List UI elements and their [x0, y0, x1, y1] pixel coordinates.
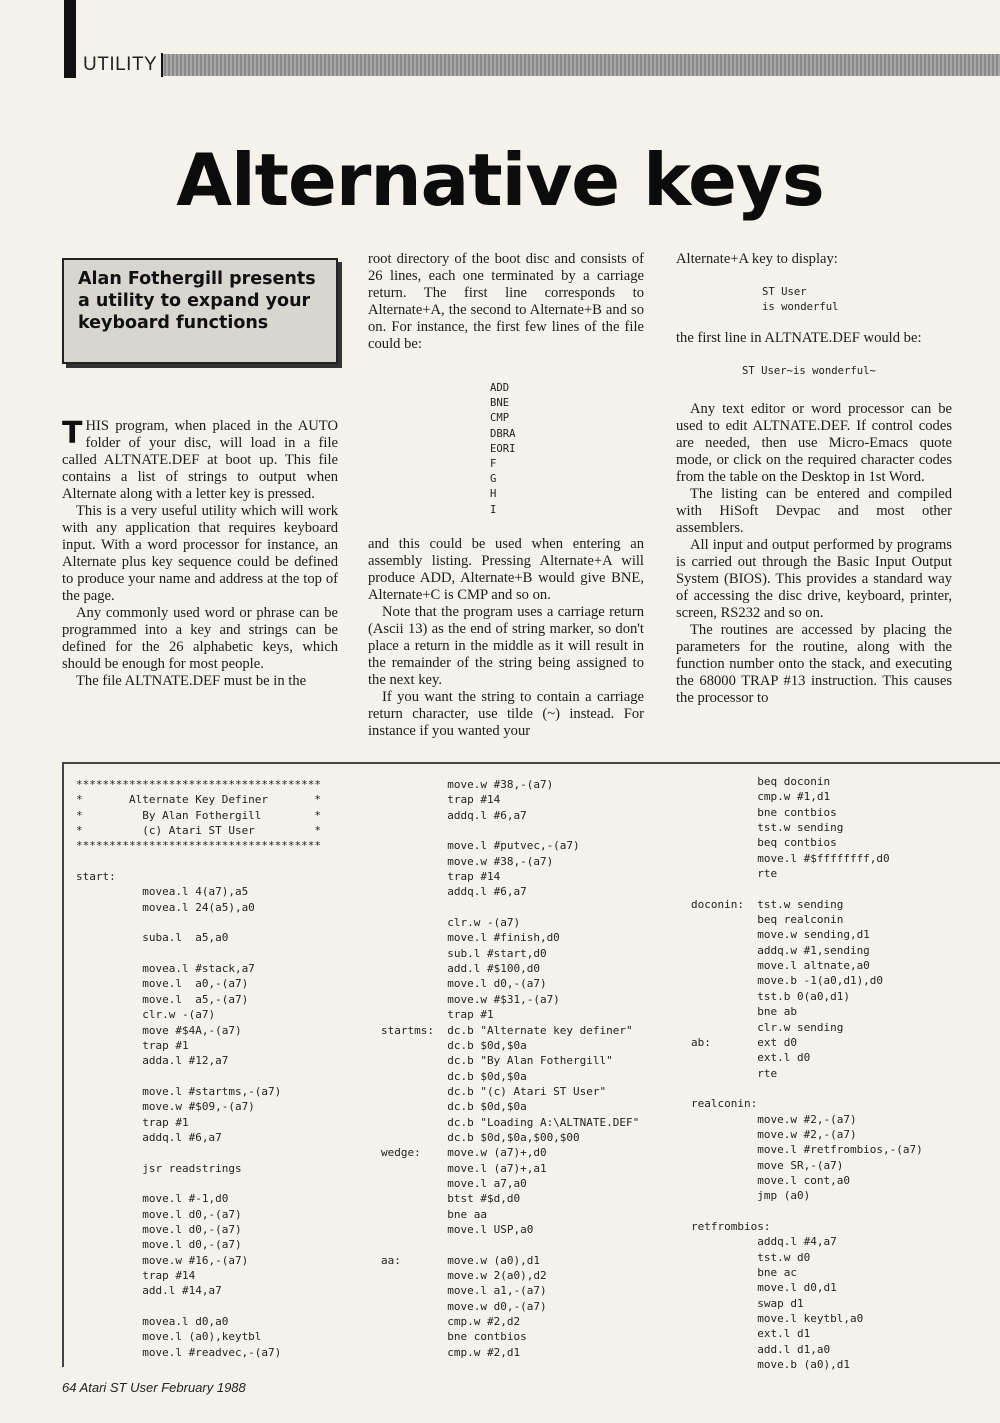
col2-paragraph-1: root directory of the boot disc and consists of 26 lines, each one terminated by a carriage return. The first line corresponds to Alternate+A, the second to Alternate+B and so on. For instance, the first few lines of the file could be:: [368, 251, 644, 352]
page-footer: 64 Atari ST User February 1988: [62, 1380, 246, 1395]
col1-paragraph-1: HIS program, when placed in the AUTO folder of your disc, will load in a file called ALTNATE.DEF at boot up. This file contains a list of strings to output when Alternate along with a letter key is pressed.: [62, 418, 338, 502]
col3-paragraph-6: The routines are accessed by placing the parameters for the routine, along with the function number onto the stack, and executing the 68000 TRAP #13 instruction. This causes the processor to: [676, 622, 952, 706]
body-column-1: [62, 418, 338, 690]
example-file-code: ADD BNE CMP DBRA EORI F G H I: [490, 382, 516, 516]
section-header-bar: [80, 54, 1000, 76]
col3-paragraph-3: Any text editor or word processor can be used to edit ALTNATE.DEF. If control codes are needed, then use Micro-Emacs quote mode, or click on the required character codes from the table on the Desktop in 1st Word.: [676, 401, 952, 485]
col3-paragraph-5: All input and output performed by programs is carried out through the Basic Input Output System (BIOS). This provides a standard way of accessing the disc drive, keyboard, printer, screen, RS232 and so on.: [676, 537, 952, 621]
altnate-line-code: ST User~is wonderful~: [742, 365, 876, 377]
drop-cap: T: [62, 416, 83, 451]
col2-paragraph-3: Note that the program uses a carriage return (Ascii 13) as the end of string marker, so don't place a return in the middle as it will result in the remainder of the string being assigned to the next key.: [368, 604, 644, 688]
body-column-2: [368, 251, 644, 353]
col1-paragraph-4: The file ALTNATE.DEF must be in the: [76, 673, 307, 689]
col3-paragraph-2: the first line in ALTNATE.DEF would be:: [676, 330, 922, 346]
section-label: UTILITY: [80, 53, 161, 77]
col3-paragraph-1: Alternate+A key to display:: [676, 251, 838, 267]
listing-column-2: move.w #38,-(a7) trap #14 addq.l #6,a7 move.l #putvec,-(a7) move.w #38,-(a7) trap #14 addq.l #6,a7 clr.w -(a7) move.l #finish,d0 sub.l #start,d0 add.l #$100,d0 move.l d0,-(a7) move.w #$31,-(a7) trap #1 startms: dc.b "Alternate key definer" dc.b $0d,$0a dc.b "By Alan Fothergill" dc.b $0d,$0a dc.b "(c) Atari ST User" dc.b $0d,$0a dc.b "Loading A:\ALTNATE.DEF" dc.b $0d,$0a,$00,$00 wedge: move.w (a7)+,d0 move.l (a7)+,a1 move.l a7,a0 btst #$d,d0 bne aa move.l USP,a0 aa: move.w (a0),d1 move.w 2(a0),d2 move.l a1,-(a7) move.w d0,-(a7) cmp.w #2,d2 bne contbios cmp.w #2,d1: [381, 778, 640, 1359]
body-column-3-mid: [676, 330, 952, 347]
display-example-code: ST User is wonderful: [762, 286, 839, 314]
col2-paragraph-4: If you want the string to contain a carriage return character, use tilde (~) instead. For instance if you wanted your: [368, 689, 644, 739]
body-column-3-lower: [676, 401, 952, 707]
col1-paragraph-2: This is a very useful utility which will work with any application that requires keyboard input. With a word processor for instance, an Alternate plus key sequence could be defined to produce your name and address at the top of the page.: [62, 503, 338, 604]
standfirst-text: Alan Fothergill presents a utility to expand your keyboard functions: [78, 269, 316, 333]
section-marker-bar: [64, 0, 76, 78]
article-title: Alternative keys: [176, 138, 824, 222]
body-column-2-lower: [368, 536, 644, 740]
col2-paragraph-2: and this could be used when entering an assembly listing. Pressing Alternate+A will produce ADD, Alternate+B would give BNE, Alternate+C is CMP and so on.: [368, 536, 644, 603]
body-column-3: [676, 251, 952, 268]
col1-paragraph-3: Any commonly used word or phrase can be programmed into a key and strings can be defined for the 26 alphabetic keys, which should be enough for most people.: [62, 605, 338, 672]
col3-paragraph-4: The listing can be entered and compiled with HiSoft Devpac and most other assemblers.: [676, 486, 952, 536]
standfirst-box: [62, 258, 338, 364]
listing-column-1: ************************************* * Alternate Key Definer * * By Alan Fothergill * * (c) Atari ST User * ************************************* start: movea.l 4(a7),a5 movea.l 24(a5),a0 suba.l a5,a0 movea.l #stack,a7 move.l a0,-(a7) move.l a5,-(a7) clr.w -(a7) move #$4A,-(a7) trap #1 adda.l #12,a7 move.l #startms,-(a7) move.w #$09,-(a7) trap #1 addq.l #6,a7 jsr readstrings move.l #-1,d0 move.l d0,-(a7) move.l d0,-(a7) move.l d0,-(a7) move.w #16,-(a7) trap #14 add.l #14,a7 movea.l d0,a0 move.l (a0),keytbl move.l #readvec,-(a7): [76, 778, 322, 1359]
listing-column-3: beq doconin cmp.w #1,d1 bne contbios tst.w sending beq contbios move.l #$ffffffff,d0 rte doconin: tst.w sending beq realconin move.w sending,d1 addq.w #1,sending move.l altnate,a0 move.b -1(a0,d1),d0 tst.b 0(a0,d1) bne ab clr.w sending ab: ext d0 ext.l d0 rte realconin: move.w #2,-(a7) move.w #2,-(a7) move.l #retfrombios,-(a7) move SR,-(a7) move.l cont,a0 jmp (a0) retfrombios: addq.l #4,a7 tst.w d0 bne ac move.l d0,d1 swap d1 move.l keytbl,a0 ext.l d1 add.l d1,a0 move.b (a0),d1: [691, 775, 923, 1372]
